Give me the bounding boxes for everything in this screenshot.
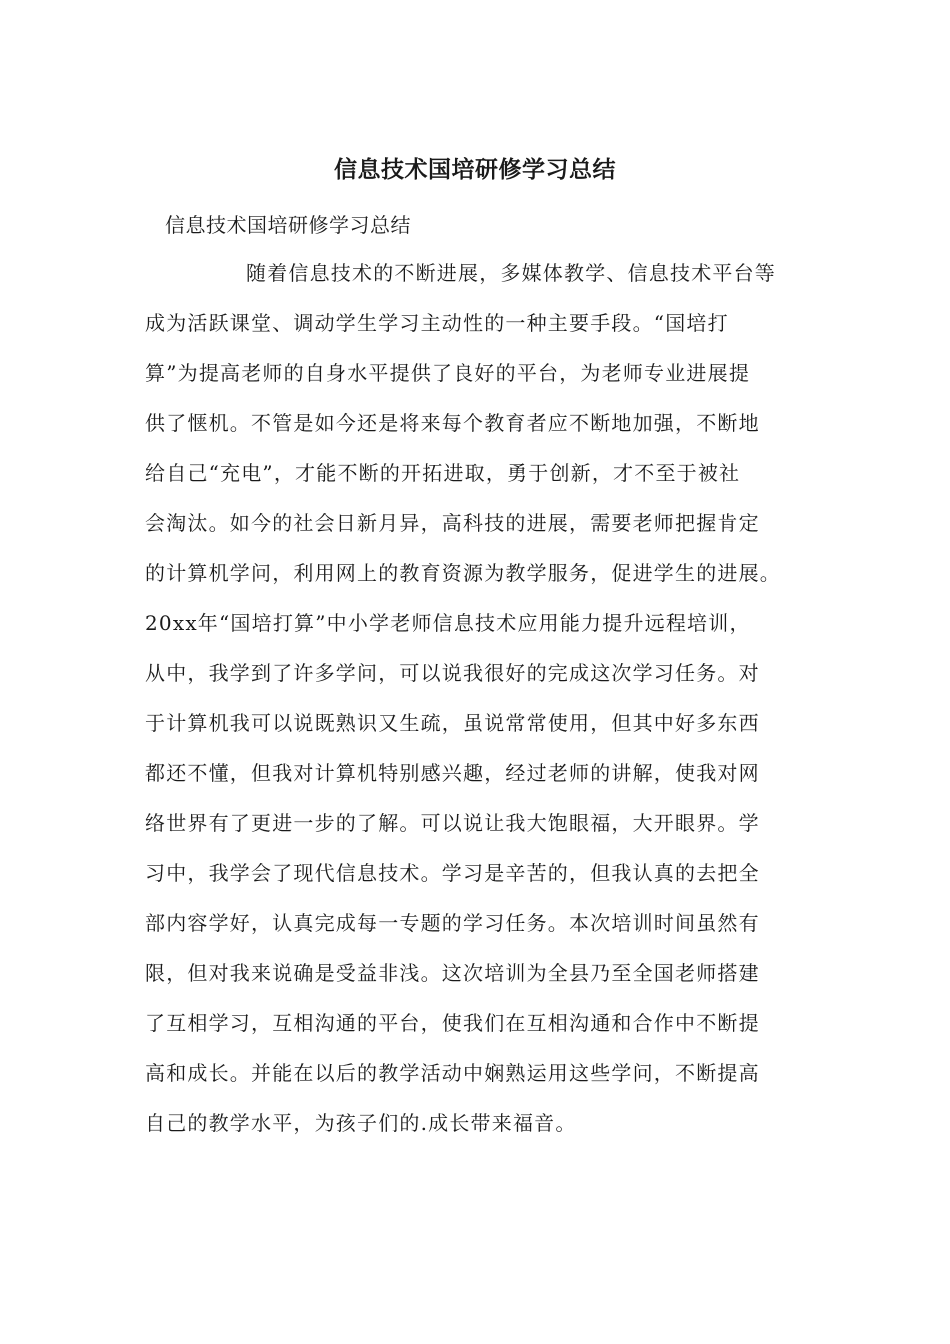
paragraph-line: 部内容学好，认真完成每一专题的学习任务。本次培训时间虽然有 bbox=[145, 911, 760, 935]
paragraph-line: 了互相学习，互相沟通的平台，使我们在互相沟通和合作中不断提 bbox=[145, 1011, 760, 1035]
paragraph-line: 高和成长。并能在以后的教学活动中娴熟运用这些学问，不断提高 bbox=[145, 1061, 760, 1085]
paragraph-line: 的计算机学问，利用网上的教育资源为教学服务，促进学生的进展。 bbox=[145, 561, 781, 585]
paragraph-line: 限，但对我来说确是受益非浅。这次培训为全县乃至全国老师搭建 bbox=[145, 961, 760, 985]
paragraph-line: 供了惬机。不管是如今还是将来每个教育者应不断地加强，不断地 bbox=[145, 411, 760, 435]
paragraph-line: 都还不懂，但我对计算机特别感兴趣，经过老师的讲解，使我对网 bbox=[145, 761, 760, 785]
paragraph-line: 络世界有了更进一步的了解。可以说让我大饱眼福，大开眼界。学 bbox=[145, 811, 760, 835]
paragraph-line: 从中，我学到了许多学问，可以说我很好的完成这次学习任务。对 bbox=[145, 661, 760, 685]
paragraph-line: 给自己“充电”，才能不断的开拓进取，勇于创新，才不至于被社 bbox=[145, 461, 741, 485]
paragraph-line: 20xx年“国培打算”中小学老师信息技术应用能力提升远程培训， bbox=[145, 611, 751, 635]
paragraph-line: 算”为提高老师的自身水平提供了良好的平台，为老师专业进展提 bbox=[145, 361, 751, 385]
paragraph-line: 习中，我学会了现代信息技术。学习是辛苦的，但我认真的去把全 bbox=[145, 861, 760, 885]
paragraph-line: 成为活跃课堂、调动学生学习主动性的一种主要手段。“国培打 bbox=[145, 311, 729, 335]
paragraph-line: 于计算机我可以说既熟识又生疏，虽说常常使用，但其中好多东西 bbox=[145, 711, 760, 735]
paragraph-line: 自己的教学水平，为孩子们的.成长带来福音。 bbox=[145, 1111, 577, 1135]
document-subtitle: 信息技术国培研修学习总结 bbox=[165, 213, 411, 237]
paragraph-line: 会淘汰。如今的社会日新月异，高科技的进展，需要老师把握肯定 bbox=[145, 511, 760, 535]
paragraph-line: 随着信息技术的不断进展，多媒体教学、信息技术平台等 bbox=[246, 261, 776, 285]
document-title: 信息技术国培研修学习总结 bbox=[334, 157, 616, 183]
